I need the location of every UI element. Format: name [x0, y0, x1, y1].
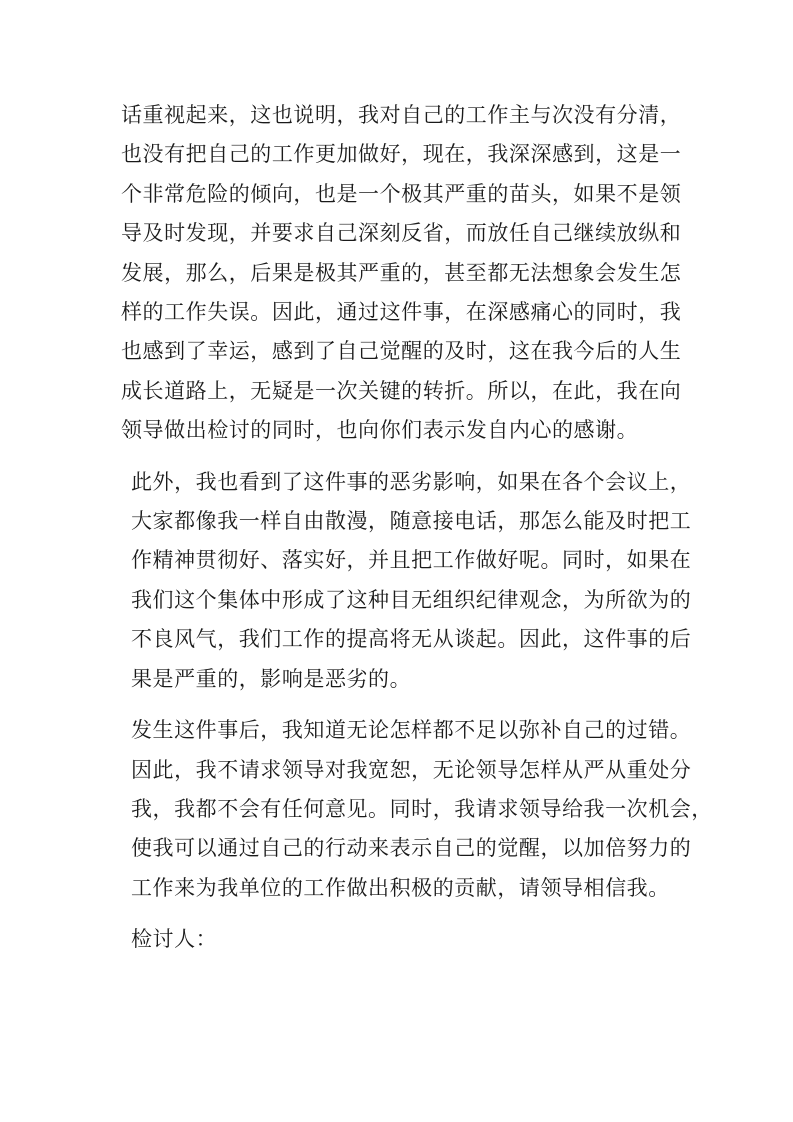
text-line: 大家都像我一样自由散漫，随意接电话，那怎么能及时把工 [131, 509, 692, 534]
signature-label: 检讨人： [131, 927, 218, 952]
text-line: 我，我都不会有任何意见。同时，我请求领导给我一次机会， [131, 796, 713, 821]
document-body [121, 96, 713, 960]
text-line: 也感到了幸运，感到了自己觉醒的及时，这在我今后的人生 [121, 339, 682, 364]
text-line: 不良风气，我们工作的提高将无从谈起。因此，这件事的后 [131, 627, 692, 652]
paragraph-consequences [121, 463, 692, 699]
signature-line [121, 920, 681, 959]
text-line: 作精神贯彻好、落实好，并且把工作做好呢。同时，如果在 [131, 548, 692, 573]
text-line: 样的工作失误。因此，通过这件事，在深感痛心的同时，我 [121, 300, 682, 325]
text-line: 我们这个集体中形成了这种目无组织纪律观念，为所欲为的 [131, 587, 692, 612]
text-line: 发展，那么，后果是极其严重的，甚至都无法想象会发生怎 [121, 260, 682, 285]
paragraph-continuation [121, 96, 681, 451]
text-line: 使我可以通过自己的行动来表示自己的觉醒，以加倍努力的 [131, 836, 692, 861]
text-line: 个非常危险的倾向，也是一个极其严重的苗头，如果不是领 [121, 181, 682, 206]
text-line: 话重视起来，这也说明，我对自己的工作主与次没有分清， [121, 103, 682, 127]
text-line: 果是严重的，影响是恶劣的。 [131, 666, 412, 691]
text-line: 因此，我不请求领导对我宽恕，无论领导怎样从严从重处分 [131, 757, 692, 782]
text-line: 导及时发现，并要求自己深刻反省，而放任自己继续放纵和 [121, 221, 682, 246]
paragraph-request [121, 711, 713, 908]
text-line: 也没有把自己的工作更加做好，现在，我深深感到，这是一 [121, 142, 682, 167]
text-line: 发生这件事后，我知道无论怎样都不足以弥补自己的过错。 [131, 718, 692, 743]
text-line: 成长道路上，无疑是一次关键的转折。所以，在此，我在向 [121, 378, 682, 403]
text-line: 领导做出检讨的同时，也向你们表示发自内心的感谢。 [121, 418, 639, 443]
text-line: 工作来为我单位的工作做出积极的贡献，请领导相信我。 [131, 875, 670, 900]
text-line: 此外，我也看到了这件事的恶劣影响，如果在各个会议上， [131, 469, 692, 494]
